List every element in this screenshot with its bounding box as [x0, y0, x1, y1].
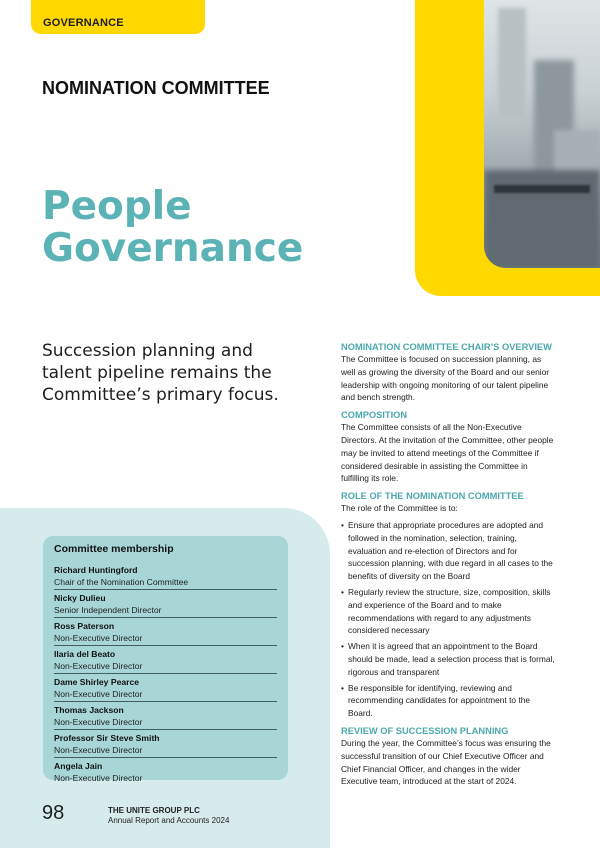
composition-heading: COMPOSITION: [341, 410, 408, 421]
member-row: [54, 590, 277, 618]
member-role: Senior Independent Director: [54, 605, 162, 615]
hero-title: [42, 186, 303, 270]
section-tag-label: GOVERNANCE: [43, 17, 124, 29]
member-role: Non-Executive Director: [54, 745, 143, 755]
member-name: Ilaria del Beato: [54, 649, 116, 659]
footer: [108, 806, 229, 826]
section-title: NOMINATION COMMITTEE: [42, 78, 270, 98]
footer-company: THE UNITE GROUP PLC: [108, 806, 200, 815]
member-row: [54, 758, 277, 785]
member-row: [54, 730, 277, 758]
member-row: [54, 562, 277, 590]
role-intro: The role of the Committee is to:: [341, 503, 458, 514]
role-item: • Be responsible for identifying, reviewing and recommending candidates for appointment to the Board.: [341, 682, 555, 720]
member-name: Professor Sir Steve Smith: [54, 733, 160, 743]
lead-statement: Succession planning and talent pipeline remains the Committee’s primary focus.: [42, 341, 279, 405]
member-row: [54, 702, 277, 730]
role-item: • Regularly review the structure, size, composition, skills and experience of the Board and to make recommendations with regard to any adjustments considered necessary: [341, 586, 555, 637]
member-name: Ross Paterson: [54, 621, 115, 631]
member-role: Non-Executive Director: [54, 717, 143, 727]
footer-report: Annual Report and Accounts 2024: [108, 816, 230, 825]
member-row: [54, 674, 277, 702]
overview-text: The Committee is focused on succession planning, as well as growing the diversity of the Board and our senior leadership with ongoing monitoring of our talent pipeline and bench strength.: [341, 354, 550, 403]
hero-title-line-2: Governance: [42, 226, 304, 271]
overview-heading: NOMINATION COMMITTEE CHAIR’S OVERVIEW: [341, 342, 552, 352]
member-name: Angela Jain: [54, 761, 103, 771]
member-row: [54, 618, 277, 646]
section-tag: [31, 0, 205, 34]
member-role: Non-Executive Director: [54, 633, 143, 643]
member-role: Non-Executive Director: [54, 689, 143, 699]
role-item: • Ensure that appropriate procedures are adopted and followed in the nomination, selection, training, evaluation and re-election of Directors and for succession planning, with due regard in all cases to the benefits of diversity on the Board: [341, 519, 555, 583]
member-list: [54, 562, 277, 785]
member-name: Thomas Jackson: [54, 705, 124, 715]
member-name: Nicky Dulieu: [54, 593, 106, 603]
committee-membership-box: [43, 536, 288, 783]
body-column: [341, 341, 555, 788]
membership-title: Committee membership: [54, 543, 174, 555]
composition-text: The Committee consists of all the Non-Executive Directors. At the invitation of the Committee, other people may be invited to attend meetings of the Committee if considered desirable in assisting the Committee in fulfilling its role.: [341, 422, 554, 484]
role-heading: ROLE OF THE NOMINATION COMMITTEE: [341, 491, 524, 502]
member-name: Richard Huntingford: [54, 565, 138, 575]
member-role: Non-Executive Director: [54, 661, 143, 671]
member-row: [54, 646, 277, 674]
review-heading: REVIEW OF SUCCESSION PLANNING: [341, 725, 509, 736]
member-name: Dame Shirley Pearce: [54, 677, 140, 687]
role-item: • When it is agreed that an appointment to the Board should be made, lead a selection process that is formal, rigorous and transparent: [341, 640, 555, 678]
city-photo: [484, 0, 600, 268]
page-number: 98: [42, 802, 65, 824]
role-list: [341, 519, 555, 720]
member-role: Chair of the Nomination Committee: [54, 577, 189, 587]
hero-title-line-1: People: [42, 184, 192, 229]
member-role: Non-Executive Director: [54, 773, 143, 783]
review-text: During the year, the Committee’s focus was ensuring the successful transition of our Chief Executive Officer and Chief Financial Officer, and changes in the wider Executive team, introduced at the start of 2024.: [341, 737, 551, 787]
